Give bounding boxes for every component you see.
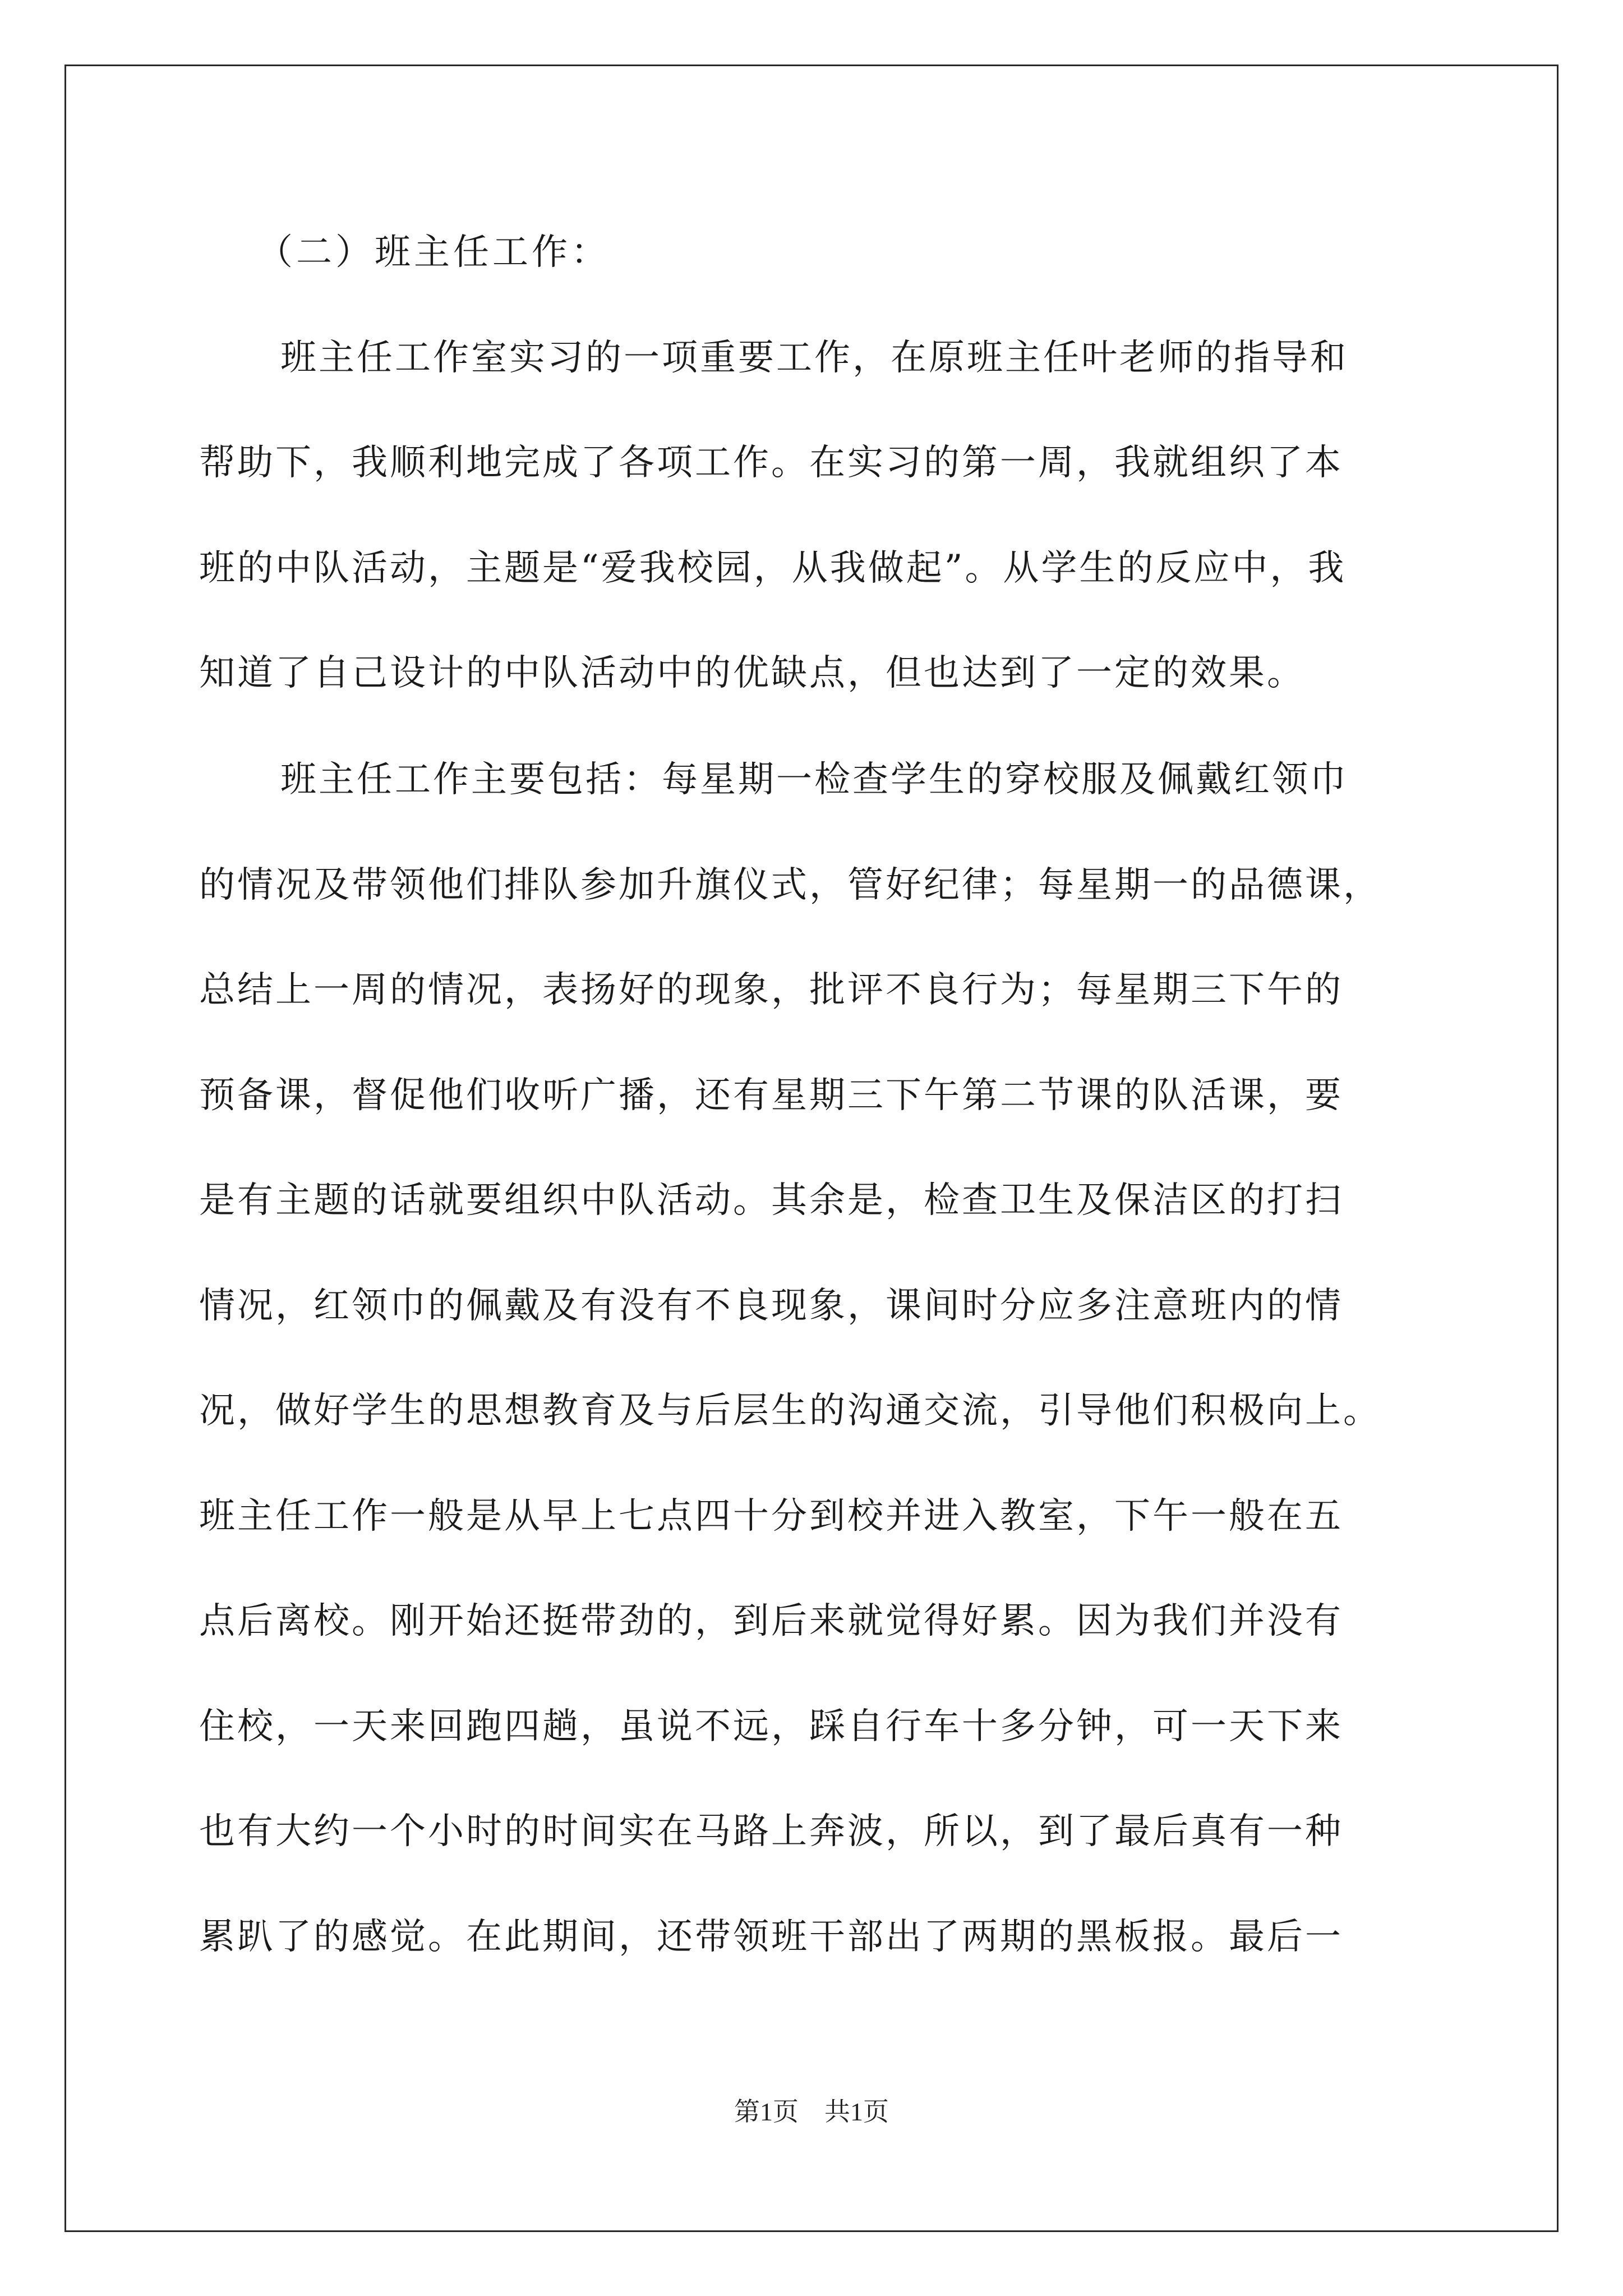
page-number-footer: 第1页 共1页 — [734, 2097, 889, 2126]
paragraph-line: 是有主题的话就要组织中队活动。其余是，检查卫生及保洁区的打扫 — [199, 1180, 1343, 1221]
paragraph-line: 情况，红领巾的佩戴及有没有不良现象，课间时分应多注意班内的情 — [199, 1285, 1343, 1327]
page-border — [64, 65, 1559, 2232]
paragraph-line: 班主任工作主要包括：每星期一检查学生的穿校服及佩戴红领巾 — [280, 759, 1348, 800]
paragraph-line: 知道了自己设计的中队活动中的优缺点，但也达到了一定的效果。 — [199, 652, 1305, 694]
section-heading: （二）班主任工作： — [257, 232, 610, 273]
paragraph-line: 住校，一天来回跑四趟，虽说不远，踩自行车十多分钟，可一天下来 — [199, 1706, 1343, 1747]
paragraph-line: 班的中队活动，主题是“爱我校园，从我做起”。从学生的反应中，我 — [199, 547, 1347, 589]
paragraph-line: 预备课，督促他们收听广播，还有星期三下午第二节课的队活课，要 — [199, 1075, 1343, 1116]
paragraph-line: 点后离校。刚开始还挺带劲的，到后来就觉得好累。因为我们并没有 — [199, 1600, 1343, 1642]
paragraph-line: 的情况及带领他们排队参加升旗仪式，管好纪律；每星期一的品德课， — [199, 864, 1381, 906]
paragraph-line: 累趴了的感觉。在此期间，还带领班干部出了两期的黑板报。最后一 — [199, 1916, 1343, 1958]
paragraph-line: 班主任工作室实习的一项重要工作，在原班主任叶老师的指导和 — [280, 337, 1348, 379]
paragraph-line: 也有大约一个小时的时间实在马路上奔波，所以，到了最后真有一种 — [199, 1811, 1343, 1852]
paragraph-line: 总结上一周的情况，表扬好的现象，批评不良行为；每星期三下午的 — [199, 969, 1343, 1011]
paragraph-line: 帮助下，我顺利地完成了各项工作。在实习的第一周，我就组织了本 — [199, 442, 1343, 484]
paragraph-line: 况，做好学生的思想教育及与后层生的沟通交流，引导他们积极向上。 — [199, 1390, 1381, 1432]
paragraph-line: 班主任工作一般是从早上七点四十分到校并进入教室，下午一般在五 — [199, 1496, 1343, 1537]
